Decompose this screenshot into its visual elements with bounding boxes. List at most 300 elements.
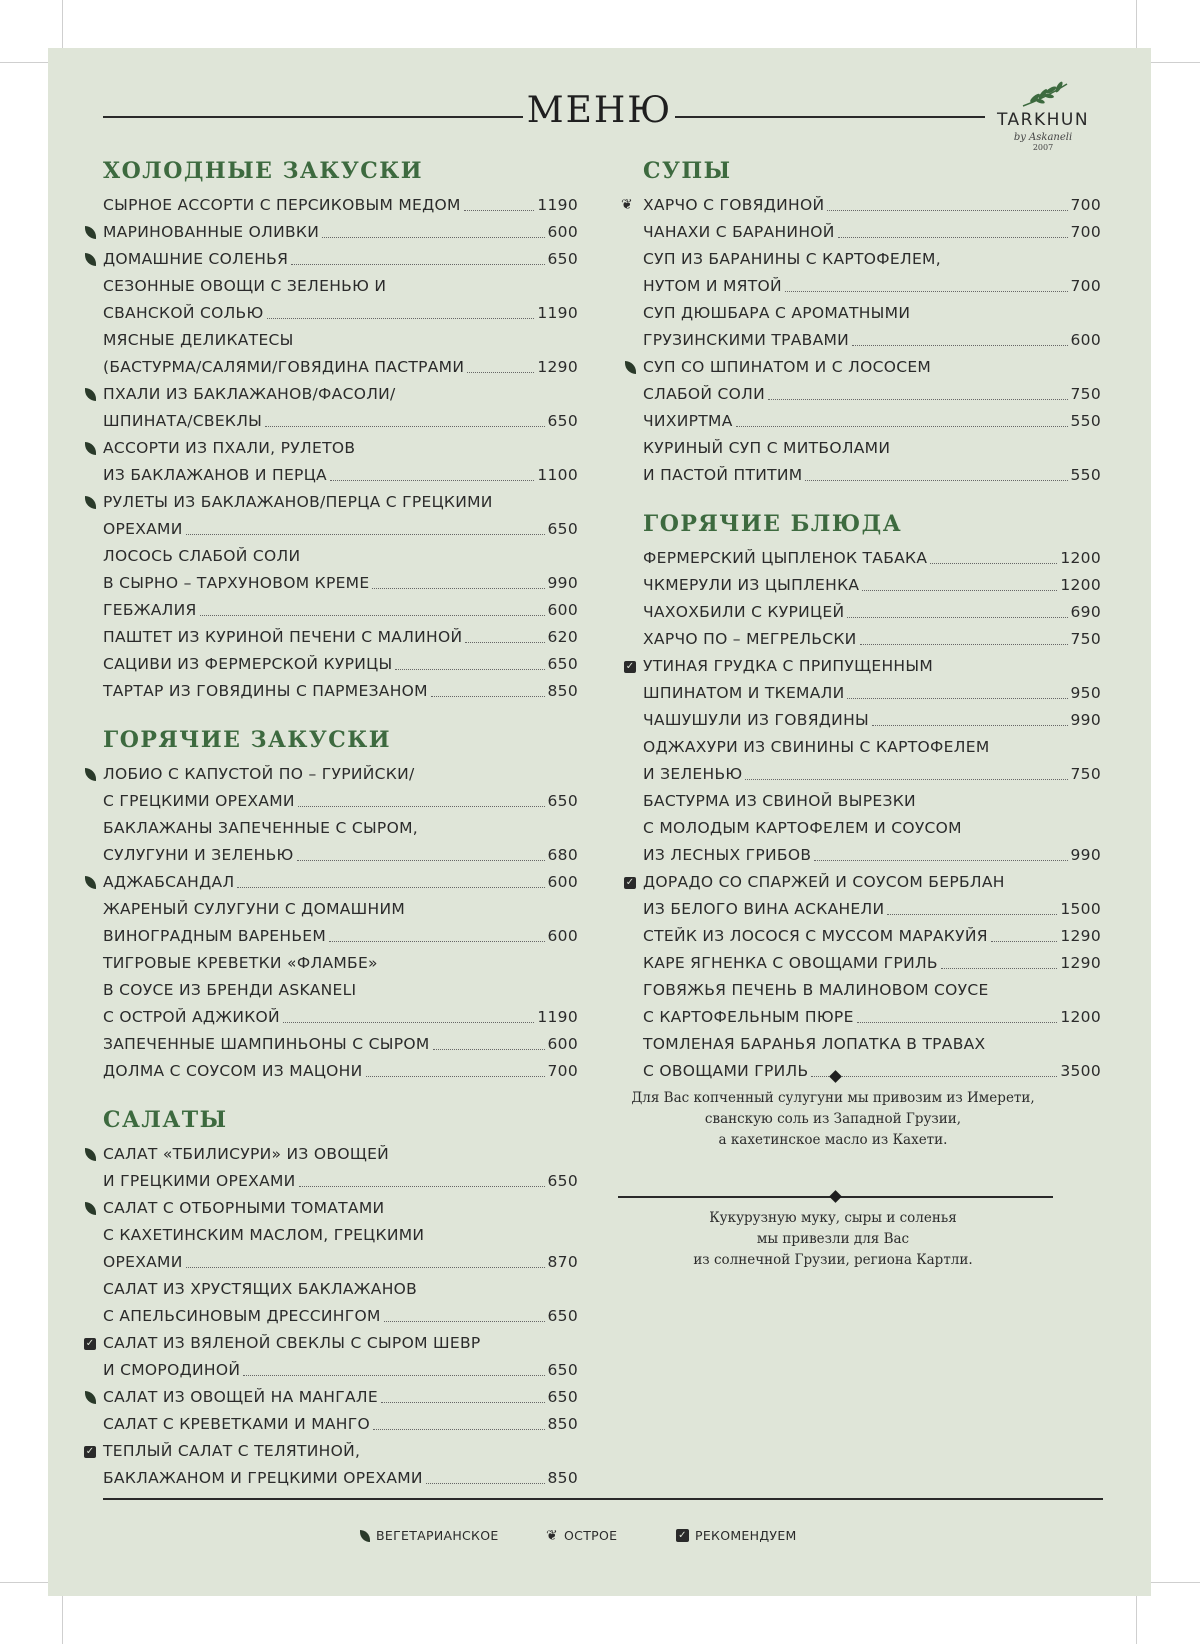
leader-dots — [847, 599, 1067, 618]
menu-item — [643, 977, 1101, 1031]
logo-name: TARKHUN — [996, 110, 1090, 130]
leader-dots — [373, 1411, 545, 1430]
leader-dots — [366, 1058, 545, 1077]
note-line: сванскую соль из Западной Грузии, — [704, 1111, 962, 1127]
item-price: 700 — [1070, 196, 1101, 214]
item-price: 1500 — [1060, 900, 1101, 918]
menu-item-line — [103, 977, 578, 1004]
menu-item-line — [103, 1222, 578, 1249]
item-price: 700 — [547, 1062, 578, 1080]
menu-item — [103, 597, 578, 624]
menu-item-line — [643, 300, 1101, 327]
menu-item-line — [643, 408, 1101, 435]
item-name: И ГРЕЦКИМИ ОРЕХАМИ — [103, 1172, 296, 1190]
menu-item — [103, 1195, 578, 1276]
item-price: 1290 — [1060, 954, 1101, 972]
leader-dots — [811, 1058, 1057, 1077]
legend-vegetarian-label: ВЕГЕТАРИАНСКОЕ — [376, 1528, 499, 1543]
menu-item-line — [643, 707, 1101, 734]
leaf-icon — [85, 253, 96, 266]
menu-item — [643, 1031, 1101, 1085]
menu-item-line — [103, 1031, 578, 1058]
item-name: РУЛЕТЫ ИЗ БАКЛАЖАНОВ/ПЕРЦА С ГРЕЦКИМИ — [103, 493, 493, 511]
leader-dots — [186, 516, 545, 535]
menu-item-line — [103, 381, 578, 408]
leader-dots — [827, 192, 1067, 211]
item-price: 680 — [547, 846, 578, 864]
menu-item-line — [103, 1004, 578, 1031]
menu-item-line — [643, 354, 1101, 381]
menu-item-line — [643, 246, 1101, 273]
menu-page — [48, 48, 1151, 1596]
legend-recommended-label: РЕКОМЕНДУЕМ — [695, 1528, 797, 1543]
menu-item — [643, 923, 1101, 950]
item-name: ТАРТАР ИЗ ГОВЯДИНЫ С ПАРМЕЗАНОМ — [103, 682, 428, 700]
menu-item-line — [643, 815, 1101, 842]
item-name: ЧАШУШУЛИ ИЗ ГОВЯДИНЫ — [643, 711, 869, 729]
menu-item — [103, 1031, 578, 1058]
menu-item — [625, 869, 1101, 923]
leader-dots — [395, 651, 544, 670]
menu-item — [103, 815, 578, 869]
item-name: ШПИНАТОМ И ТКЕМАЛИ — [643, 684, 845, 702]
menu-item — [103, 1384, 578, 1411]
menu-item-line — [103, 1276, 578, 1303]
item-price: 870 — [547, 1253, 578, 1271]
item-name: ТИГРОВЫЕ КРЕВЕТКИ «ФЛАМБЕ» — [103, 954, 378, 972]
item-name: САЛАТ ИЗ ХРУСТЯЩИХ БАКЛАЖАНОВ — [103, 1280, 418, 1298]
menu-item — [103, 219, 578, 246]
check-icon: ✓ — [676, 1529, 689, 1542]
menu-section — [85, 1107, 578, 1492]
item-name: САЦИВИ ИЗ ФЕРМЕРСКОЙ КУРИЦЫ — [103, 655, 393, 673]
section-title: ГОРЯЧИЕ ЗАКУСКИ — [103, 727, 392, 753]
item-price: 1190 — [537, 304, 578, 322]
item-price: 650 — [547, 250, 578, 268]
menu-item — [643, 408, 1101, 435]
item-name: ГЕБЖАЛИЯ — [103, 601, 197, 619]
item-name: С ГРЕЦКИМИ ОРЕХАМИ — [103, 792, 295, 810]
leader-dots — [857, 1004, 1058, 1023]
check-icon: ✓ — [625, 877, 635, 888]
olive-branch-icon — [1015, 80, 1075, 110]
leader-dots — [297, 842, 545, 861]
menu-item — [103, 192, 578, 219]
item-price: 750 — [1070, 765, 1101, 783]
item-price: 1190 — [537, 196, 578, 214]
menu-item-line — [103, 815, 578, 842]
menu-item — [643, 734, 1101, 788]
menu-item-line — [103, 489, 578, 516]
check-icon: ✓ — [625, 661, 635, 672]
note-line: Для Вас копченный сулугуни мы привозим из Имерети, — [631, 1090, 1035, 1106]
menu-item-line — [643, 842, 1101, 869]
leader-dots — [433, 1031, 545, 1050]
logo-signature: by Askaneli — [1013, 132, 1073, 143]
item-name: ФЕРМЕРСКИЙ ЦЫПЛЕНОК ТАБАКА — [643, 549, 928, 567]
item-price: 650 — [547, 412, 578, 430]
item-name: ТЕПЛЫЙ САЛАТ С ТЕЛЯТИНОЙ, — [103, 1442, 361, 1460]
leader-dots — [860, 626, 1068, 645]
item-name: С ОСТРОЙ АДЖИКОЙ — [103, 1008, 280, 1026]
menu-section — [103, 158, 578, 705]
item-name: УТИНАЯ ГРУДКА С ПРИПУЩЕННЫМ — [643, 657, 934, 675]
item-name: ЖАРЕНЫЙ СУЛУГУНИ С ДОМАШНИМ — [103, 900, 406, 918]
item-name: ПАШТЕТ ИЗ КУРИНОЙ ПЕЧЕНИ С МАЛИНОЙ — [103, 628, 463, 646]
leader-dots — [291, 246, 544, 265]
leader-dots — [426, 1465, 545, 1484]
item-price: 1100 — [537, 466, 578, 484]
menu-item-line — [103, 1168, 578, 1195]
pepper-icon: ❦ — [546, 1527, 559, 1544]
menu-item-line — [643, 327, 1101, 354]
leader-dots — [887, 896, 1057, 915]
leader-dots — [745, 761, 1067, 780]
menu-item — [643, 545, 1101, 572]
leader-dots — [381, 1384, 545, 1403]
item-name: ЧАХОХБИЛИ С КУРИЦЕЙ — [643, 603, 845, 621]
menu-item-line — [103, 1357, 578, 1384]
menu-item-line — [103, 1438, 578, 1465]
menu-item-line — [103, 1330, 578, 1357]
item-price: 550 — [1070, 412, 1101, 430]
item-price: 1200 — [1060, 576, 1101, 594]
item-price: 600 — [547, 223, 578, 241]
menu-item-line — [103, 869, 578, 896]
menu-item — [625, 653, 1101, 707]
note-origin-2 — [618, 1208, 1048, 1271]
menu-item-line — [103, 408, 578, 435]
leader-dots — [464, 192, 535, 211]
item-name: ШПИНАТА/СВЕКЛЫ — [103, 412, 263, 430]
item-name: ДОРАДО СО СПАРЖЕЙ И СОУСОМ БЕРБЛАН — [643, 873, 1005, 891]
item-name: ОДЖАХУРИ ИЗ СВИНИНЫ С КАРТОФЕЛЕМ — [643, 738, 990, 756]
leaf-icon — [625, 361, 636, 374]
menu-item — [643, 626, 1101, 653]
item-name: АДЖАБСАНДАЛ — [103, 873, 235, 891]
item-name: ДОЛМА С СОУСОМ ИЗ МАЦОНИ — [103, 1062, 363, 1080]
item-name: ОРЕХАМИ — [103, 1253, 183, 1271]
menu-item-line — [643, 462, 1101, 489]
item-name: ИЗ ЛЕСНЫХ ГРИБОВ — [643, 846, 812, 864]
right-column — [621, 158, 1101, 1107]
item-name: И ПАСТОЙ ПТИТИМ — [643, 466, 803, 484]
menu-item-line — [643, 680, 1101, 707]
menu-item — [643, 246, 1101, 300]
item-name: ХАРЧО С ГОВЯДИНОЙ — [643, 196, 825, 214]
leader-dots — [237, 869, 544, 888]
leader-dots — [186, 1249, 545, 1268]
item-price: 600 — [547, 927, 578, 945]
menu-item — [103, 869, 578, 896]
item-name: САЛАТ С ОТБОРНЫМИ ТОМАТАМИ — [103, 1199, 385, 1217]
menu-item-line — [103, 219, 578, 246]
legend-vegetarian — [360, 1528, 499, 1543]
menu-item — [103, 543, 578, 597]
leader-dots — [329, 923, 544, 942]
leader-dots — [265, 408, 544, 427]
item-name: САЛАТ «ТБИЛИСУРИ» ИЗ ОВОЩЕЙ — [103, 1145, 390, 1163]
leaf-icon — [360, 1530, 370, 1542]
item-price: 600 — [1070, 331, 1101, 349]
logo-year: 2007 — [1032, 143, 1054, 152]
leaf-icon — [85, 226, 96, 239]
item-name: ЧИХИРТМА — [643, 412, 733, 430]
item-name: СУП ИЗ БАРАНИНЫ С КАРТОФЕЛЕМ, — [643, 250, 941, 268]
legend-recommended — [676, 1528, 797, 1543]
item-name: БАКЛАЖАНЫ ЗАПЕЧЕННЫЕ С СЫРОМ, — [103, 819, 418, 837]
leader-dots — [283, 1004, 534, 1023]
menu-item — [643, 219, 1101, 246]
menu-item — [643, 354, 1101, 408]
note-line: из солнечной Грузии, региона Картли. — [693, 1252, 973, 1268]
check-icon: ✓ — [85, 1338, 95, 1349]
menu-item — [103, 678, 578, 705]
item-name: МАРИНОВАННЫЕ ОЛИВКИ — [103, 223, 320, 241]
menu-item-line — [103, 273, 578, 300]
leader-dots — [814, 842, 1067, 861]
item-price: 620 — [547, 628, 578, 646]
menu-item-line — [103, 842, 578, 869]
menu-item — [643, 435, 1101, 489]
item-name: (БАСТУРМА/САЛЯМИ/ГОВЯДИНА ПАСТРАМИ — [103, 358, 465, 376]
menu-item — [103, 896, 578, 950]
item-name: СВАНСКОЙ СОЛЬЮ — [103, 304, 264, 322]
menu-item — [103, 624, 578, 651]
item-name: ЧАНАХИ С БАРАНИНОЙ — [643, 223, 835, 241]
item-name: СЕЗОННЫЕ ОВОЩИ С ЗЕЛЕНЬЮ И — [103, 277, 387, 295]
menu-item-line — [103, 950, 578, 977]
menu-item-line — [643, 1031, 1101, 1058]
item-name: ЧКМЕРУЛИ ИЗ ЦЫПЛЕНКА — [643, 576, 860, 594]
menu-item — [103, 651, 578, 678]
leaf-icon — [85, 496, 96, 509]
menu-item-line — [103, 678, 578, 705]
menu-item — [103, 950, 578, 1031]
menu-item — [103, 1276, 578, 1330]
menu-item-line — [103, 1141, 578, 1168]
menu-item-line — [103, 1195, 578, 1222]
section-title: ХОЛОДНЫЕ ЗАКУСКИ — [103, 158, 424, 184]
leader-dots — [768, 381, 1067, 400]
menu-item-line — [643, 950, 1101, 977]
menu-item — [643, 572, 1101, 599]
leader-dots — [330, 462, 534, 481]
item-price: 3500 — [1060, 1062, 1101, 1080]
menu-item-line — [103, 1384, 578, 1411]
leader-dots — [431, 678, 545, 697]
item-name: НУТОМ И МЯТОЙ — [643, 277, 782, 295]
note-diamond-2 — [829, 1190, 842, 1203]
item-name: ГРУЗИНСКИМИ ТРАВАМИ — [643, 331, 850, 349]
menu-item — [643, 788, 1101, 869]
item-name: МЯСНЫЕ ДЕЛИКАТЕСЫ — [103, 331, 294, 349]
page-title: МЕНЮ — [526, 90, 673, 131]
item-name: ДОМАШНИЕ СОЛЕНЬЯ — [103, 250, 289, 268]
item-name: СУЛУГУНИ И ЗЕЛЕНЬЮ — [103, 846, 294, 864]
menu-item-line — [643, 572, 1101, 599]
leader-dots — [200, 597, 545, 616]
menu-item-line — [643, 653, 1101, 680]
item-name: СУП СО ШПИНАТОМ И С ЛОСОСЕМ — [643, 358, 932, 376]
menu-item-line — [103, 624, 578, 651]
item-price: 600 — [547, 601, 578, 619]
item-price: 1200 — [1060, 549, 1101, 567]
item-name: СУП ДЮШБАРА С АРОМАТНЫМИ — [643, 304, 911, 322]
item-name: БАСТУРМА ИЗ СВИНОЙ ВЫРЕЗКИ — [643, 792, 916, 810]
menu-item — [103, 489, 578, 543]
menu-item-line — [103, 570, 578, 597]
leader-dots — [838, 219, 1068, 238]
item-price: 650 — [547, 1172, 578, 1190]
item-name: ТОМЛЕНАЯ БАРАНЬЯ ЛОПАТКА В ТРАВАХ — [643, 1035, 986, 1053]
item-name: ХАРЧО ПО – МЕГРЕЛЬСКИ — [643, 630, 857, 648]
note-origin-1 — [618, 1088, 1048, 1151]
menu-item — [103, 1058, 578, 1085]
section-title: САЛАТЫ — [103, 1107, 228, 1133]
menu-item-line — [103, 597, 578, 624]
menu-item-line — [103, 1411, 578, 1438]
leader-dots — [298, 788, 545, 807]
item-name: КАРЕ ЯГНЕНКА С ОВОЩАМИ ГРИЛЬ — [643, 954, 938, 972]
item-price: 650 — [547, 520, 578, 538]
item-name: ЗАПЕЧЕННЫЕ ШАМПИНЬОНЫ С СЫРОМ — [103, 1035, 430, 1053]
menu-item-line — [103, 923, 578, 950]
pepper-icon: ❦ — [621, 197, 633, 213]
item-price: 700 — [1070, 223, 1101, 241]
menu-item-line — [103, 788, 578, 815]
leader-dots — [930, 545, 1057, 564]
item-price: 750 — [1070, 630, 1101, 648]
item-name: В СОУСЕ ИЗ БРЕНДИ ASKANELI — [103, 981, 357, 999]
check-icon: ✓ — [85, 1446, 95, 1457]
item-price: 850 — [547, 1415, 578, 1433]
note-line: мы привезли для Вас — [756, 1231, 910, 1247]
menu-item — [103, 1141, 578, 1195]
leaf-icon — [85, 768, 96, 781]
leader-dots — [805, 462, 1067, 481]
menu-item-line — [103, 651, 578, 678]
menu-section — [103, 727, 578, 1085]
item-price: 990 — [547, 574, 578, 592]
menu-item-line — [643, 545, 1101, 572]
menu-item-line — [103, 1249, 578, 1276]
note-line: Кукурузную муку, сыры и соленья — [709, 1210, 957, 1226]
leader-dots — [872, 707, 1068, 726]
left-column — [85, 158, 578, 1514]
item-price: 650 — [547, 1388, 578, 1406]
item-price: 600 — [547, 1035, 578, 1053]
note-line: а кахетинское масло из Кахети. — [718, 1132, 948, 1148]
item-price: 1190 — [537, 1008, 578, 1026]
leader-dots — [941, 950, 1057, 969]
item-price: 650 — [547, 792, 578, 810]
leader-dots — [862, 572, 1057, 591]
item-price: 690 — [1070, 603, 1101, 621]
item-name: САЛАТ С КРЕВЕТКАМИ И МАНГО — [103, 1415, 370, 1433]
menu-item-line — [103, 462, 578, 489]
menu-item-line — [643, 626, 1101, 653]
menu-item — [643, 300, 1101, 354]
section-title: СУПЫ — [643, 158, 732, 184]
menu-item-line — [643, 381, 1101, 408]
menu-item-line — [643, 192, 1101, 219]
menu-item-line — [643, 923, 1101, 950]
menu-item — [85, 1330, 578, 1384]
leaf-icon — [85, 442, 96, 455]
item-name: В СЫРНО – ТАРХУНОВОМ КРЕМЕ — [103, 574, 370, 592]
menu-item-line — [643, 435, 1101, 462]
leaf-icon — [85, 388, 96, 401]
menu-item-line — [103, 327, 578, 354]
menu-item-line — [643, 869, 1101, 896]
leader-dots — [322, 219, 544, 238]
leaf-icon — [85, 1148, 96, 1161]
item-price: 1200 — [1060, 1008, 1101, 1026]
item-name: С ОВОЩАМИ ГРИЛЬ — [643, 1062, 809, 1080]
menu-item-line — [643, 761, 1101, 788]
menu-item-line — [103, 543, 578, 570]
item-price: 850 — [547, 1469, 578, 1487]
menu-item-line — [643, 896, 1101, 923]
leader-dots — [267, 300, 535, 319]
leader-dots — [852, 327, 1067, 346]
menu-item — [103, 381, 578, 435]
leader-dots — [384, 1303, 545, 1322]
item-name: КУРИНЫЙ СУП С МИТБОЛАМИ — [643, 439, 891, 457]
item-price: 650 — [547, 1361, 578, 1379]
item-name: ПХАЛИ ИЗ БАКЛАЖАНОВ/ФАСОЛИ/ — [103, 385, 396, 403]
menu-item-line — [643, 273, 1101, 300]
menu-item-line — [643, 1058, 1101, 1085]
leader-dots — [736, 408, 1068, 427]
menu-item-line — [103, 300, 578, 327]
legend-spicy-label: ОСТРОЕ — [564, 1528, 618, 1543]
item-name: ИЗ БАКЛАЖАНОВ И ПЕРЦА — [103, 466, 327, 484]
leader-dots — [991, 923, 1058, 942]
menu-section — [625, 511, 1101, 1085]
menu-item-line — [103, 435, 578, 462]
menu-item — [643, 599, 1101, 626]
item-price: 700 — [1070, 277, 1101, 295]
item-name: И СМОРОДИНОЙ — [103, 1361, 241, 1379]
item-price: 650 — [547, 1307, 578, 1325]
item-name: ГОВЯЖЬЯ ПЕЧЕНЬ В МАЛИНОВОМ СОУСЕ — [643, 981, 989, 999]
menu-item — [103, 761, 578, 815]
menu-item — [103, 1411, 578, 1438]
menu-section — [621, 158, 1101, 489]
item-price: 1290 — [1060, 927, 1101, 945]
menu-item-line — [103, 354, 578, 381]
leader-dots — [465, 624, 544, 643]
menu-item — [643, 707, 1101, 734]
leader-dots — [243, 1357, 544, 1376]
leader-dots — [372, 570, 544, 589]
menu-item — [85, 1438, 578, 1492]
item-name: С МОЛОДЫМ КАРТОФЕЛЕМ И СОУСОМ — [643, 819, 962, 837]
menu-item-line — [643, 1004, 1101, 1031]
leader-dots — [847, 680, 1067, 699]
leaf-icon — [85, 1391, 96, 1404]
section-title: ГОРЯЧИЕ БЛЮДА — [643, 511, 903, 537]
menu-item-line — [103, 1465, 578, 1492]
item-name: ИЗ БЕЛОГО ВИНА АСКАНЕЛИ — [643, 900, 885, 918]
item-price: 990 — [1070, 846, 1101, 864]
item-name: С КАРТОФЕЛЬНЫМ ПЮРЕ — [643, 1008, 854, 1026]
menu-item-line — [103, 192, 578, 219]
item-name: И ЗЕЛЕНЬЮ — [643, 765, 743, 783]
item-name: САЛАТ ИЗ ВЯЛЕНОЙ СВЕКЛЫ С СЫРОМ ШЕВР — [103, 1334, 481, 1352]
